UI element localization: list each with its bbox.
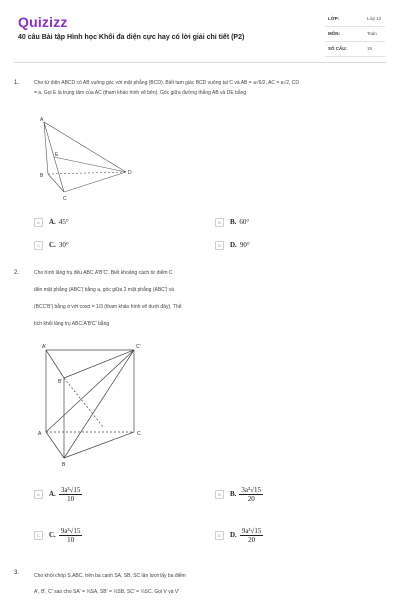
question-3-line: Cho khối chóp S.ABC, trên ba cạnh SA, SB, SC lần lượt lấy ba điểm [34,573,186,579]
question-3-number: 3. [14,570,20,576]
fraction-numerator: 9a³√15 [241,527,262,535]
question-2-text [34,265,274,333]
option-label: C. [49,531,56,540]
option-fraction [59,486,83,503]
option-value: 60° [239,218,250,227]
figure-label: A [40,117,44,123]
question-1-line: Cho tứ diện ABCD có AB vuông góc với mặt phẳng (BCD). Biết tam giác BCD vuông tại C và AB = a√6/2, AC = a√2, CD [34,80,300,86]
figure-label: C [137,431,141,437]
option-label: A. [49,218,56,227]
option-value: 90° [239,241,250,250]
meta-row-count [325,42,385,57]
question-3-text [34,568,364,600]
question-2-line: tích khối lăng trụ ABC.A'B'C' bằng [34,321,110,327]
question-2-option-a[interactable] [34,486,82,503]
figure-label: C' [136,344,141,350]
meta-key: SỐ CÂU: [328,46,347,51]
option-letter-box: C [34,241,43,250]
option-label: A. [49,490,56,499]
figure-label: E [55,152,59,158]
question-2-option-d[interactable] [215,527,263,544]
option-letter-box: A [34,490,43,499]
figure-label: B [62,462,66,468]
quizizz-logo: Quizizz [18,14,68,30]
option-fraction [59,527,83,544]
option-value: 45° [58,218,69,227]
fraction-denominator: 10 [67,536,75,544]
meta-key: MÔN: [328,31,340,36]
question-3-line: A', B', C' sao cho SA' = ⅓SA, SB' = ⅓SB, SC' = ⅓SC. Gọi V và V' [34,589,180,595]
fraction-denominator: 20 [247,495,255,503]
fraction-denominator: 10 [67,495,75,503]
option-letter-box: B [215,218,224,227]
question-1-option-a[interactable] [34,218,69,227]
option-letter-box: C [34,531,43,540]
option-label: C. [49,241,56,250]
question-2-figure [34,340,174,470]
fraction-numerator: 9a³√15 [60,527,81,535]
meta-row-subject [325,27,385,42]
figure-label: C [63,196,67,202]
header-divider [14,62,386,63]
question-1-number: 1. [14,80,20,86]
option-label: B. [230,218,237,227]
question-2-line: (BCC'B') bằng α với cosα = 1/3 (tham khảo hình vẽ dưới đây). Thể [34,304,182,310]
question-2-option-c[interactable] [34,527,82,544]
meta-value: Toán [367,31,377,36]
meta-value: Lớp 12 [367,16,382,21]
option-letter-box: D [215,241,224,250]
question-1-line: = a. Gọi E là trung tâm của AC (tham khảo hình vẽ bên). Góc giữa đường thẳng AB và DE bằng [34,90,247,96]
option-fraction [240,527,264,544]
question-2-line: đến mặt phẳng (ABC') bằng a, góc giữa 2 mặt phẳng (ABC') và [34,287,175,293]
option-label: D. [230,241,237,250]
option-label: D. [230,531,237,540]
meta-key: LỚP: [328,16,340,21]
option-letter-box: A [34,218,43,227]
figure-label: D [128,170,132,176]
question-1-option-c[interactable] [34,241,69,250]
figure-label: B' [58,379,63,385]
figure-label: B [40,173,44,179]
page-title: 40 câu Bài tập Hình học Khối đa diện cực hay có lời giải chi tiết (P2) [18,34,245,41]
option-fraction [239,486,263,503]
option-value: 30° [58,241,69,250]
question-2-number: 2. [14,270,20,276]
option-label: B. [230,490,237,499]
question-1-option-d[interactable] [215,241,250,250]
question-1-figure [34,112,154,202]
fraction-numerator: 3a³√15 [241,486,261,494]
meta-table [325,12,385,57]
option-letter-box: D [215,531,224,540]
question-1-option-b[interactable] [215,218,249,227]
meta-value: 19 [367,46,373,51]
fraction-numerator: 3a³√15 [60,486,81,494]
meta-row-class [325,12,385,27]
fraction-denominator: 20 [248,536,256,544]
question-2-line: Cho hình lăng trụ đều ABC.A'B'C'. Biết khoảng cách từ điểm C [34,270,173,276]
figure-label: A' [42,344,47,350]
question-2-option-b[interactable] [215,486,263,503]
figure-label: A [38,431,42,437]
question-1-text [34,78,390,98]
option-letter-box: B [215,490,224,499]
